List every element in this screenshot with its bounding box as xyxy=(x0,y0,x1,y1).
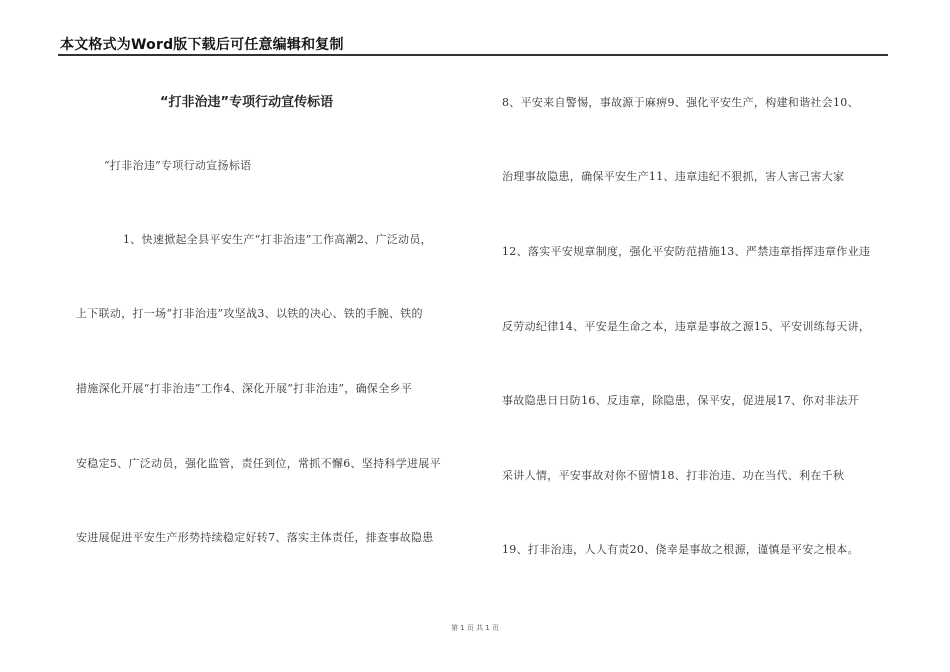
left-line-2: 1、快速掀起全县平安生产“打非治违”工作高潮2、广泛动员， xyxy=(123,233,432,246)
document-banner: 本文格式为Word版下载后可任意编辑和复制 xyxy=(60,37,344,53)
right-line-6: 采讲人情，平安事故对你不留情18、打非治违、功在当代、利在千秋 xyxy=(502,469,845,482)
left-line-4: 措施深化开展“打非治违”工作4、深化开展“打非治违”，确保全乡平 xyxy=(76,382,413,395)
left-line-3: 上下联动，打一场“打非治违”攻坚战3、以铁的决心、铁的手腕、铁的 xyxy=(76,307,423,320)
right-line-7: 19、打非治违，人人有责20、侥幸是事故之根源，谨慎是平安之根本。 xyxy=(502,543,859,556)
right-line-5: 事故隐患日日防16、反违章，除隐患，保平安，促进展17、你对非法开 xyxy=(502,394,859,407)
right-line-3: 12、落实平安规章制度，强化平安防范措施13、严禁违章指挥违章作业违 xyxy=(502,245,871,258)
right-line-1: 8、平安来自警惕，事故源于麻痹9、强化平安生产，构建和谐社会10、 xyxy=(502,96,859,109)
page-footer: 第 1 页 共 1 页 xyxy=(450,624,500,632)
left-line-6: 安进展促进平安生产形势持续稳定好转7、落实主体责任，排查事故隐患 xyxy=(76,531,434,544)
left-line-1: “打非治违”专项行动宣扬标语 xyxy=(104,159,252,172)
left-line-5: 安稳定5、广泛动员，强化监管，责任到位，常抓不懈6、坚持科学进展平 xyxy=(76,457,441,470)
right-line-4: 反劳动纪律14、平安是生命之本，违章是事故之源15、平安训练每天讲， xyxy=(502,320,871,333)
document-title: “打非治违”专项行动宣传标语 xyxy=(160,95,334,110)
right-line-2: 治理事故隐患，确保平安生产11、违章违纪不狠抓，害人害己害大家 xyxy=(502,170,845,183)
header-divider xyxy=(58,54,888,56)
